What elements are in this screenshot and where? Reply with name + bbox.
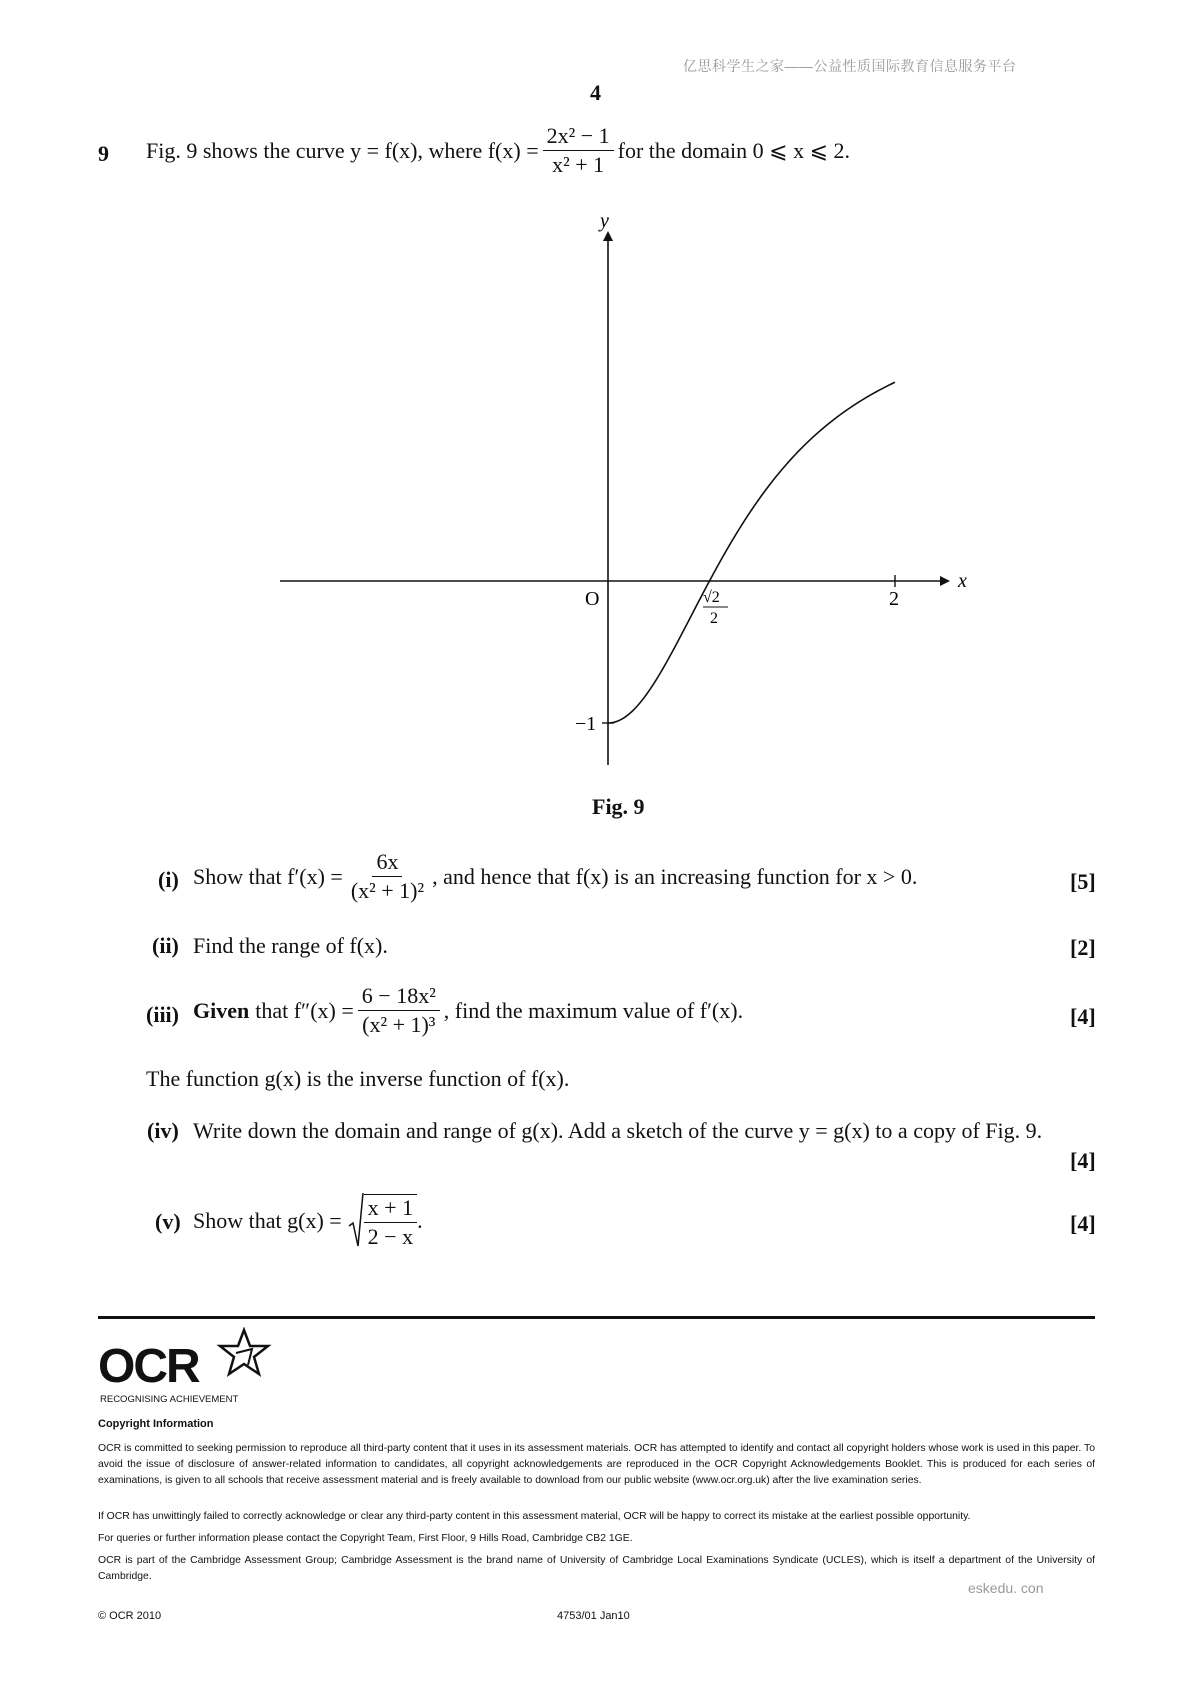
part-v-label: (v) [155, 1209, 181, 1234]
part-v-sqrt [348, 1192, 417, 1250]
radical-sign [348, 1192, 364, 1250]
curve-f [608, 382, 895, 723]
copyright-para-1: OCR is committed to seeking permission to reproduce all third-party content that it uses in its assessment materials. OCR has attempted to identify and contact all copyright holders whose work is used in this paper. To avoid the issue of disclosure of answer-related information to candidates, all copyright acknowledgements are reproduced in the OCR Copyright Acknowledgements Booklet. This is produced for each series of examinations, is given to all schools that receive assessment material and is freely available to download from our public website (www.ocr.org.uk) after the live examination series. [98, 1443, 1095, 1486]
part-i-fraction [347, 851, 428, 902]
part-iii-text-b: , find the maximum value of f′(x). [443, 997, 744, 1023]
intro-fraction [543, 125, 614, 176]
part-iii-frac-den: (x² + 1)³ [362, 1012, 436, 1037]
part-iv-label: (iv) [147, 1118, 179, 1143]
inverse-statement: The function g(x) is the inverse function of f(x). [146, 1066, 570, 1091]
intro-frac-den: x² + 1 [552, 152, 605, 177]
ocr-logo [98, 1327, 278, 1407]
part-iii-label: (iii) [146, 1002, 179, 1027]
part-i-text-b: , and hence that f(x) is an increasing function for x > 0. [432, 863, 918, 889]
figure-caption: Fig. 9 [592, 794, 645, 819]
part-iii-marks: [4] [1070, 1004, 1096, 1029]
part-ii-text: Find the range of f(x). [193, 933, 388, 958]
footer-rule [98, 1316, 1095, 1319]
part-iii-frac-num: 6 − 18x² [358, 985, 440, 1011]
copyright-line: © OCR 2010 [98, 1610, 162, 1622]
part-i-frac-num: 6x [372, 851, 402, 877]
origin-label: O [585, 588, 600, 610]
question-intro [146, 125, 850, 176]
part-ii-label: (ii) [152, 933, 179, 958]
question-number: 9 [98, 141, 109, 166]
intro-pre: Fig. 9 shows the curve y = f(x), where f(x) = [146, 137, 539, 163]
x-tick-label-root-den: 2 [710, 610, 718, 627]
part-v-frac-den: 2 − x [367, 1224, 414, 1249]
page-number: 4 [590, 80, 601, 105]
x-tick-label-root-num: √2 [703, 589, 720, 606]
ocr-logo-text: OCR [98, 1340, 199, 1393]
ocr-tagline: RECOGNISING ACHIEVEMENT [100, 1394, 239, 1405]
part-iv-text: Write down the domain and range of g(x). Add a sketch of the curve y = g(x) to a copy of Fig. 9. [193, 1118, 1043, 1143]
part-iv-marks: [4] [1070, 1148, 1096, 1173]
copyright-para-3: For queries or further information please contact the Copyright Team, First Floor, 9 Hills Road, Cambridge CB2 1GE. [98, 1533, 633, 1544]
x-tick-label-2: 2 [889, 588, 899, 610]
part-v-text-b: . [417, 1208, 423, 1233]
x-axis-label: x [958, 570, 967, 592]
part-iii-text [193, 985, 743, 1036]
part-i-frac-den: (x² + 1)² [350, 878, 425, 903]
part-iii-given: Given [193, 997, 250, 1023]
part-v-fraction [364, 1194, 417, 1248]
copyright-para-4: OCR is part of the Cambridge Assessment Group; Cambridge Assessment is the brand name of University of Cambridge Local Examinations Syndicate (UCLES), which is itself a department of the University of Cambridge. [98, 1555, 1095, 1582]
part-ii-marks: [2] [1070, 935, 1096, 960]
part-iii-fraction [358, 985, 440, 1036]
part-v-frac-num: x + 1 [364, 1197, 417, 1223]
intro-frac-num: 2x² − 1 [543, 125, 614, 151]
part-v-text-a: Show that g(x) = [193, 1208, 342, 1233]
copyright-title: Copyright Information [98, 1418, 214, 1430]
intro-post: for the domain 0 ⩽ x ⩽ 2. [617, 137, 851, 163]
y-axis-label: y [600, 210, 609, 232]
copyright-para-2: If OCR has unwittingly failed to correctly acknowledge or clear any third-party content in this assessment material, OCR will be happy to correct its mistake at the earliest possible opportunity. [98, 1511, 971, 1522]
header-watermark: 亿思科学生之家——公益性质国际教育信息服务平台 [683, 58, 1017, 74]
paper-code: 4753/01 Jan10 [557, 1610, 630, 1622]
part-v-marks: [4] [1070, 1211, 1096, 1236]
part-v-text [193, 1192, 423, 1250]
ocr-star-icon [216, 1327, 272, 1379]
part-i-text-a: Show that f′(x) = [193, 863, 343, 889]
site-watermark: eskedu. con [968, 1580, 1044, 1596]
y-tick-label-neg1: −1 [575, 713, 597, 735]
part-i-label: (i) [158, 867, 179, 892]
part-i-text [193, 851, 917, 902]
part-iii-text-a: that f″(x) = [255, 997, 354, 1023]
part-i-marks: [5] [1070, 869, 1096, 894]
fig9-graph [270, 205, 980, 775]
